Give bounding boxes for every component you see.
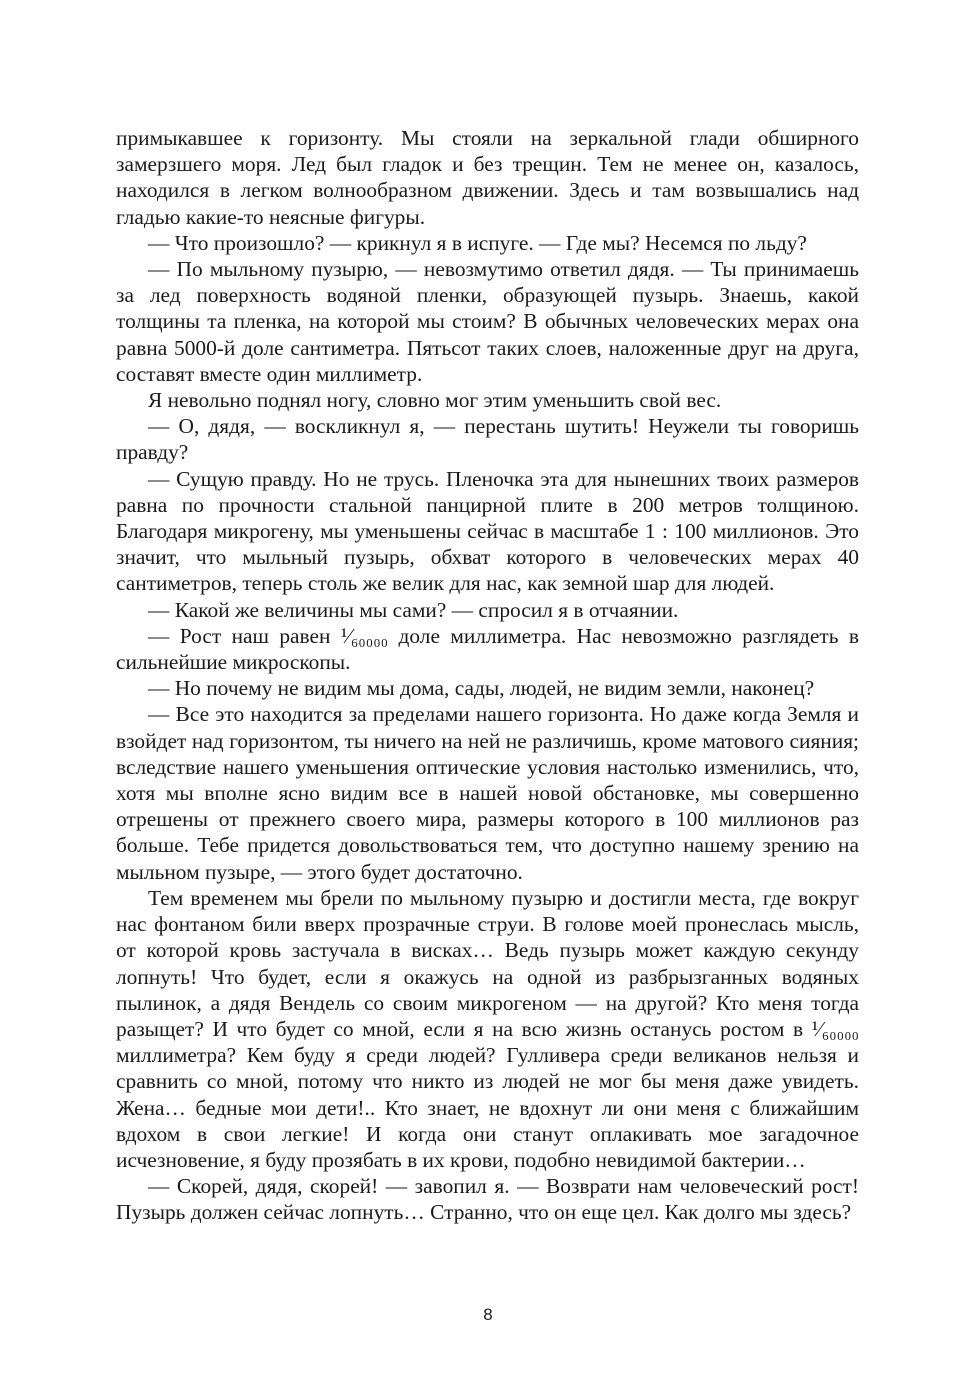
paragraph: — О, дядя, — воскликнул я, — перестань шутить! Неужели ты говоришь правду? [116, 414, 859, 465]
paragraph: — Сущую правду. Но не трусь. Пленочка эта для нынешних твоих размеров равна по прочности стальной панцирной плите в 200 метров толщиною. Благодаря микрогену, мы уменьшены сейчас в масштабе 1 : 100 миллионов. Это значит, что мыльный пузырь, обхват которого в человеческих мерах 40 сантиметров, теперь столь же велик для нас, как земной шар для людей. [116, 466, 859, 596]
paragraph: Тем временем мы брели по мыльному пузырю и достигли места, где вокруг нас фонтаном били вверх прозрачные струи. В голове моей пронеслась мысль, от которой кровь застучала в висках… Ведь пузырь может каждую секунду лопнуть! Что будет, если я окажусь на одной из разбрызганных водяных пылинок, а дядя Вендель со своим микрогеном — на другой? Кто меня тогда разыщет? И что будет со мной, если я на всю жизнь останусь ростом в ¹⁄₆₀₀₀₀ миллиметра? Кем буду я среди людей? Гулливера среди великанов нельзя и сравнить со мной, потому что никто из людей не мог бы меня даже увидеть. Жена… бедные мои дети!.. Кто знает, не вдохнут ли они меня с ближайшим вдохом в свои легкие! И когда они станут оплакивать мое загадочное исчезновение, я буду прозябать в их крови, подобно невидимой бактерии… [116, 885, 859, 1172]
paragraph: — Рост наш равен ¹⁄₆₀₀₀₀ доле миллиметра. Нас невозможно разглядеть в сильнейшие микроскопы. [116, 623, 859, 675]
paragraph: Я невольно поднял ногу, словно мог этим уменьшить свой вес. [148, 388, 722, 413]
paragraph: — Скорей, дядя, скорей! — завопил я. — Возврати нам человеческий рост! Пузырь должен сейчас лопнуть… Странно, что он еще цел. Как долго мы здесь? [116, 1174, 859, 1225]
paragraph: примыкавшее к горизонту. Мы стояли на зеркальной глади обширного замерзшего моря. Лед был гладок и без трещин. Тем не менее он, казалось, находился в легком волнообразном движении. Здесь и там возвышались над гладью какие-то неясные фигуры. [116, 126, 859, 229]
paragraph: — Но почему не видим мы дома, сады, людей, не видим земли, наконец? [148, 676, 815, 701]
paragraph: — Какой же величины мы сами? — спросил я в отчаянии. [148, 597, 679, 622]
paragraph: — Что произошло? — крикнул я в испуге. — Где мы? Несемся по льду? [148, 230, 807, 255]
paragraph: — Все это находится за пределами нашего горизонта. Но даже когда Земля и взойдет над горизонтом, ты ничего на ней не различишь, кроме матового сияния; вследствие нашего уменьшения оптические условия настолько изменились, что, хотя мы вполне ясно видим все в нашей новой обстановке, мы совершенно отрешены от прежнего своего мира, размеры которого в 100 миллионов раз больше. Тебе придется довольствоваться тем, что доступно нашему зрению на мыльном пузыре, — этого будет достаточно. [116, 702, 859, 884]
paragraph: — По мыльному пузырю, — невозмутимо ответил дядя. — Ты принимаешь за лед поверхность водяной пленки, образующей пузырь. Знаешь, какой толщины та пленка, на которой мы стоим? В обычных человеческих мерах она равна 5000-й доле сантиметра. Пятьсот таких слоев, наложенные друг на друга, составят вместе один миллиметр. [116, 257, 859, 386]
page-number: 8 [483, 1305, 493, 1324]
page-body [116, 125, 859, 1226]
